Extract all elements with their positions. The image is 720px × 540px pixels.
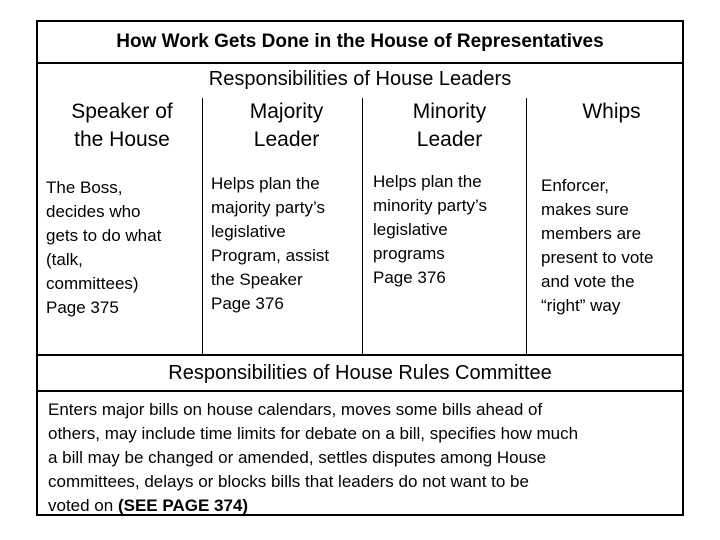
description-line: Enters major bills on house calendars, moves some bills ahead of xyxy=(48,400,543,419)
description-line: (talk, xyxy=(46,250,83,269)
column-title-line: the House xyxy=(74,128,170,151)
column-title-line: Leader xyxy=(416,128,483,151)
rules-committee-description xyxy=(48,398,676,518)
description-line: programs xyxy=(373,244,445,263)
description-line: Page 375 xyxy=(46,298,119,317)
description-line: others, may include time limits for debate on a bill, specifies how much xyxy=(48,424,579,443)
page-title: How Work Gets Done in the House of Representatives xyxy=(38,22,682,64)
description-line: the Speaker xyxy=(211,270,303,289)
description-line: a bill may be changed or amended, settles disputes among House xyxy=(48,448,547,467)
column-title-line: Minority xyxy=(412,100,487,123)
description-line: Page 376 xyxy=(211,294,284,313)
description-line: The Boss, xyxy=(46,178,123,197)
column-speaker xyxy=(46,98,198,354)
page-reference: (SEE PAGE 374) xyxy=(117,496,249,515)
description-text: voted on xyxy=(48,496,114,515)
column-whips xyxy=(526,98,682,354)
description-line: Page 376 xyxy=(373,268,446,287)
column-description xyxy=(541,174,682,318)
rules-committee-heading: Responsibilities of House Rules Committee xyxy=(38,354,682,392)
column-title-line: Speaker of xyxy=(71,100,173,123)
description-line: legislative xyxy=(211,222,286,241)
description-line: present to vote xyxy=(541,248,654,267)
column-title-line: Majority xyxy=(249,100,324,123)
description-line xyxy=(48,494,676,518)
description-line: committees) xyxy=(46,274,139,293)
description-line: Helps plan the xyxy=(373,172,482,191)
description-line: gets to do what xyxy=(46,226,162,245)
description-line: Helps plan the xyxy=(211,174,320,193)
description-line: Program, assist xyxy=(211,246,330,265)
column-description xyxy=(373,170,526,290)
description-line: decides who xyxy=(46,202,141,221)
description-line: minority party’s xyxy=(373,196,487,215)
column-title xyxy=(373,98,526,154)
column-title xyxy=(211,98,362,154)
description-line: majority party’s xyxy=(211,198,325,217)
description-line: legislative xyxy=(373,220,448,239)
column-title xyxy=(541,98,682,126)
column-title xyxy=(46,98,198,154)
description-line: “right” way xyxy=(541,296,621,315)
description-line: Enforcer, xyxy=(541,176,610,195)
column-minority-leader xyxy=(362,98,526,354)
column-title-line: Whips xyxy=(582,100,641,123)
column-majority-leader xyxy=(202,98,362,354)
column-description xyxy=(211,172,362,316)
description-line: and vote the xyxy=(541,272,635,291)
slide-frame xyxy=(36,20,684,516)
description-line: makes sure xyxy=(541,200,629,219)
column-description xyxy=(46,176,198,320)
column-title-line: Leader xyxy=(253,128,320,151)
leaders-heading: Responsibilities of House Leaders xyxy=(208,68,512,90)
description-line: members are xyxy=(541,224,642,243)
description-line: committees, delays or blocks bills that leaders do not want to be xyxy=(48,472,529,491)
